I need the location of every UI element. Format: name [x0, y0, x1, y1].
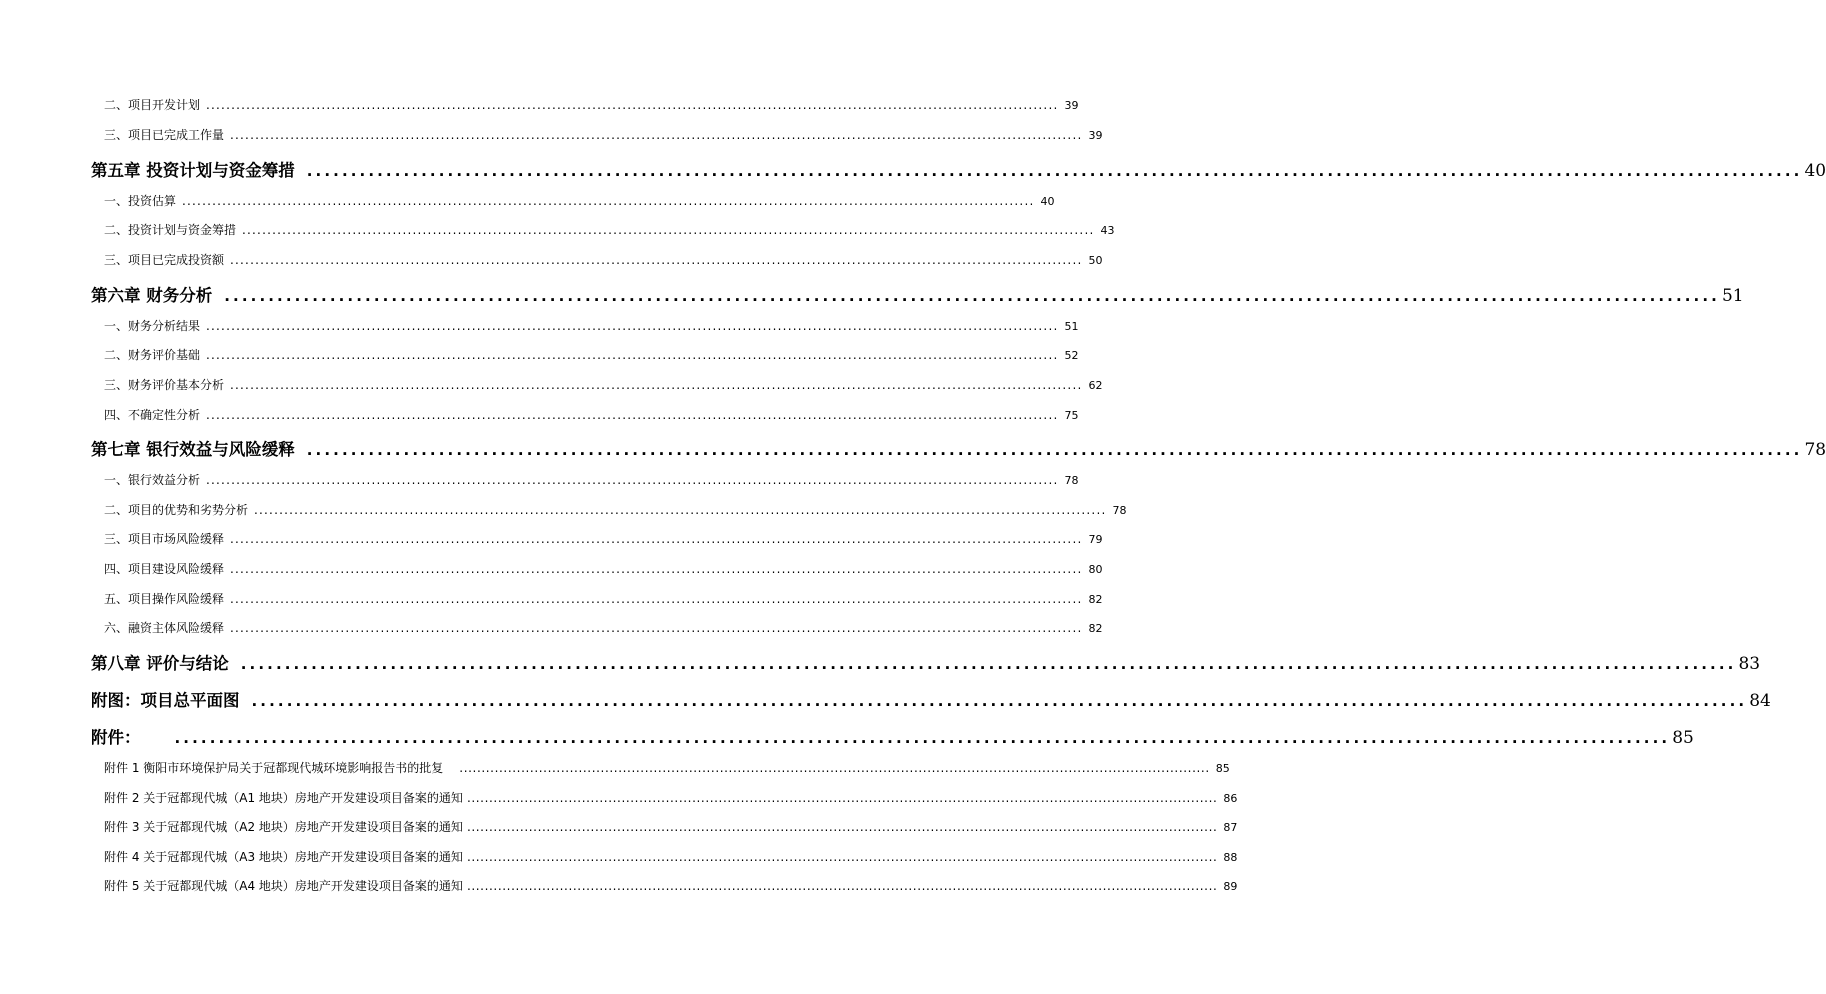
- toc-entry[interactable]: [104, 96, 1079, 114]
- toc-entry[interactable]: [104, 317, 1079, 335]
- toc-entry-leader: ..........................................................................................................................................................................: [254, 503, 1107, 517]
- toc-entry-title: 附件 3 关于冠都现代城（A2 地块）房地产开发建设项目备案的通知: [104, 820, 463, 834]
- toc-entry-page: 78: [1112, 504, 1127, 517]
- toc-entry-page: 40: [1040, 195, 1055, 208]
- toc-entry-leader: ..........................................................................................................................................................................: [206, 319, 1059, 333]
- toc-entry-page: 87: [1223, 821, 1238, 834]
- toc-chapter-entry[interactable]: [91, 157, 1826, 181]
- toc-entry-leader: ..........................................................................................................................................................................: [230, 378, 1083, 392]
- toc-entry-title: 三、财务评价基本分析: [104, 378, 225, 392]
- toc-entry-title: 三、项目已完成投资额: [104, 253, 225, 267]
- toc-entry[interactable]: [104, 471, 1079, 489]
- toc-entry-page: 80: [1088, 563, 1103, 576]
- toc-entry-leader: ..........................................................................................................................................................................: [466, 820, 1218, 834]
- toc-chapter-title: 第八章 评价与结论: [91, 654, 229, 673]
- toc-entry-leader: ..........................................................................................................................................................................: [206, 98, 1059, 112]
- toc-chapter-title: 第五章 投资计划与资金筹措: [91, 161, 295, 180]
- toc-entry[interactable]: [104, 126, 1103, 144]
- toc-entry-title: 四、项目建设风险缓释: [104, 562, 225, 576]
- toc-entry[interactable]: [104, 501, 1127, 519]
- toc-entry-title: 一、投资估算: [104, 194, 177, 208]
- toc-chapter-entry[interactable]: [91, 687, 1771, 711]
- toc-chapter-title: 附图：项目总平面图: [91, 691, 240, 710]
- toc-entry[interactable]: [104, 221, 1115, 239]
- toc-attachment-entry[interactable]: [104, 877, 1238, 895]
- toc-entry-page: 85: [1215, 762, 1230, 775]
- toc-entry-title: 附件 1 衡阳市环境保护局关于冠都现代城环境影响报告书的批复: [104, 761, 444, 775]
- toc-entry-leader: ..........................................................................................................................................................................: [230, 621, 1083, 635]
- toc-chapter-page: 83: [1738, 654, 1761, 674]
- toc-entry-page: 88: [1223, 851, 1238, 864]
- toc-entry-leader: ..........................................................................................................................................................................: [459, 761, 1210, 775]
- toc-entry-title: 三、项目已完成工作量: [104, 128, 225, 142]
- toc-entry[interactable]: [104, 251, 1103, 269]
- toc-attachment-entry[interactable]: [104, 759, 1230, 777]
- toc-entry-title: 四、不确定性分析: [104, 408, 201, 422]
- toc-entry-title: 六、融资主体风险缓释: [104, 621, 225, 635]
- toc-attachment-entry[interactable]: [104, 789, 1238, 807]
- toc-entry-page: 86: [1223, 792, 1238, 805]
- toc-entry[interactable]: [104, 192, 1055, 210]
- toc-entry[interactable]: [104, 590, 1103, 608]
- toc-entry-page: 39: [1064, 99, 1079, 112]
- toc-entry-page: 43: [1100, 224, 1115, 237]
- toc-chapter-page: 51: [1721, 286, 1744, 306]
- toc-entry-title: 二、财务评价基础: [104, 348, 201, 362]
- toc-entry[interactable]: [104, 530, 1103, 548]
- toc-entry-leader: ..........................................................................................................................................................................: [466, 879, 1218, 893]
- toc-chapter-entry[interactable]: [91, 282, 1744, 306]
- toc-entry-page: 82: [1088, 593, 1103, 606]
- toc-chapter-title: 第六章 财务分析: [91, 286, 213, 305]
- toc-entry[interactable]: [104, 619, 1103, 637]
- toc-entry-title: 二、项目的优势和劣势分析: [104, 503, 249, 517]
- toc-entry-page: 50: [1088, 254, 1103, 267]
- toc-entry-leader: ..........................................................................................................................................................................: [242, 223, 1095, 237]
- toc-entry[interactable]: [104, 560, 1103, 578]
- toc-entry-title: 二、项目开发计划: [104, 98, 201, 112]
- toc-entry-title: 附件 4 关于冠都现代城（A3 地块）房地产开发建设项目备案的通知: [104, 850, 463, 864]
- toc-entry-title: 附件 2 关于冠都现代城（A1 地块）房地产开发建设项目备案的通知: [104, 791, 463, 805]
- toc-attachment-entry[interactable]: [104, 848, 1238, 866]
- toc-entry-leader: ..........................................................................................................................................................................: [224, 287, 1720, 305]
- toc-entry-leader: ..........................................................................................................................................................................: [240, 655, 1737, 673]
- toc-chapter-page: 84: [1749, 691, 1771, 711]
- toc-entry-title: 附件 5 关于冠都现代城（A4 地块）房地产开发建设项目备案的通知: [104, 879, 463, 893]
- toc-chapter-entry[interactable]: [91, 436, 1826, 460]
- toc-entry-page: 79: [1088, 533, 1103, 546]
- toc-attachment-entry[interactable]: [104, 818, 1238, 836]
- toc-entry-title: 一、财务分析结果: [104, 319, 201, 333]
- toc-entry-leader: ..........................................................................................................................................................................: [251, 692, 1748, 710]
- toc-entry-title: 一、银行效益分析: [104, 473, 201, 487]
- toc-entry-page: 39: [1088, 129, 1103, 142]
- toc-entry-leader: ..........................................................................................................................................................................: [182, 194, 1035, 208]
- toc-entry-page: 52: [1064, 349, 1079, 362]
- toc-entry-page: 51: [1064, 320, 1079, 333]
- toc-chapter-page: 85: [1672, 728, 1694, 748]
- toc-entry-page: 89: [1223, 880, 1238, 893]
- toc-entry-leader: ..........................................................................................................................................................................: [230, 592, 1083, 606]
- toc-entry-leader: ..........................................................................................................................................................................: [206, 408, 1059, 422]
- toc-entry-page: 78: [1064, 474, 1079, 487]
- toc-entry-title: 五、项目操作风险缓释: [104, 592, 225, 606]
- toc-chapter-page: 78: [1804, 440, 1826, 460]
- toc-chapter-entry[interactable]: [91, 724, 1694, 748]
- toc-chapter-title: 附件：: [91, 728, 141, 747]
- toc-entry-leader: ..........................................................................................................................................................................: [206, 473, 1059, 487]
- toc-entry-leader: ..........................................................................................................................................................................: [230, 562, 1083, 576]
- toc-entry[interactable]: [104, 376, 1103, 394]
- toc-entry-leader: ..........................................................................................................................................................................: [206, 348, 1059, 362]
- toc-entry-title: 三、项目市场风险缓释: [104, 532, 225, 546]
- toc-entry[interactable]: [104, 346, 1079, 364]
- toc-entry-leader: ..........................................................................................................................................................................: [466, 850, 1218, 864]
- toc-entry[interactable]: [104, 406, 1079, 424]
- toc-entry-page: 82: [1088, 622, 1103, 635]
- toc-chapter-entry[interactable]: [91, 650, 1761, 674]
- toc-entry-leader: ..........................................................................................................................................................................: [306, 162, 1803, 180]
- toc-entry-leader: ..........................................................................................................................................................................: [174, 729, 1671, 747]
- toc-entry-page: 62: [1088, 379, 1103, 392]
- toc-entry-leader: ..........................................................................................................................................................................: [230, 253, 1083, 267]
- toc-entry-leader: ..........................................................................................................................................................................: [466, 791, 1218, 805]
- toc-entry-leader: ..........................................................................................................................................................................: [230, 532, 1083, 546]
- toc-chapter-page: 40: [1804, 161, 1826, 181]
- toc-entry-leader: ..........................................................................................................................................................................: [306, 441, 1803, 459]
- toc-entry-leader: ..........................................................................................................................................................................: [230, 128, 1083, 142]
- toc-chapter-title: 第七章 银行效益与风险缓释: [91, 440, 295, 459]
- toc-entry-title: 二、投资计划与资金筹措: [104, 223, 237, 237]
- toc-entry-page: 75: [1064, 409, 1079, 422]
